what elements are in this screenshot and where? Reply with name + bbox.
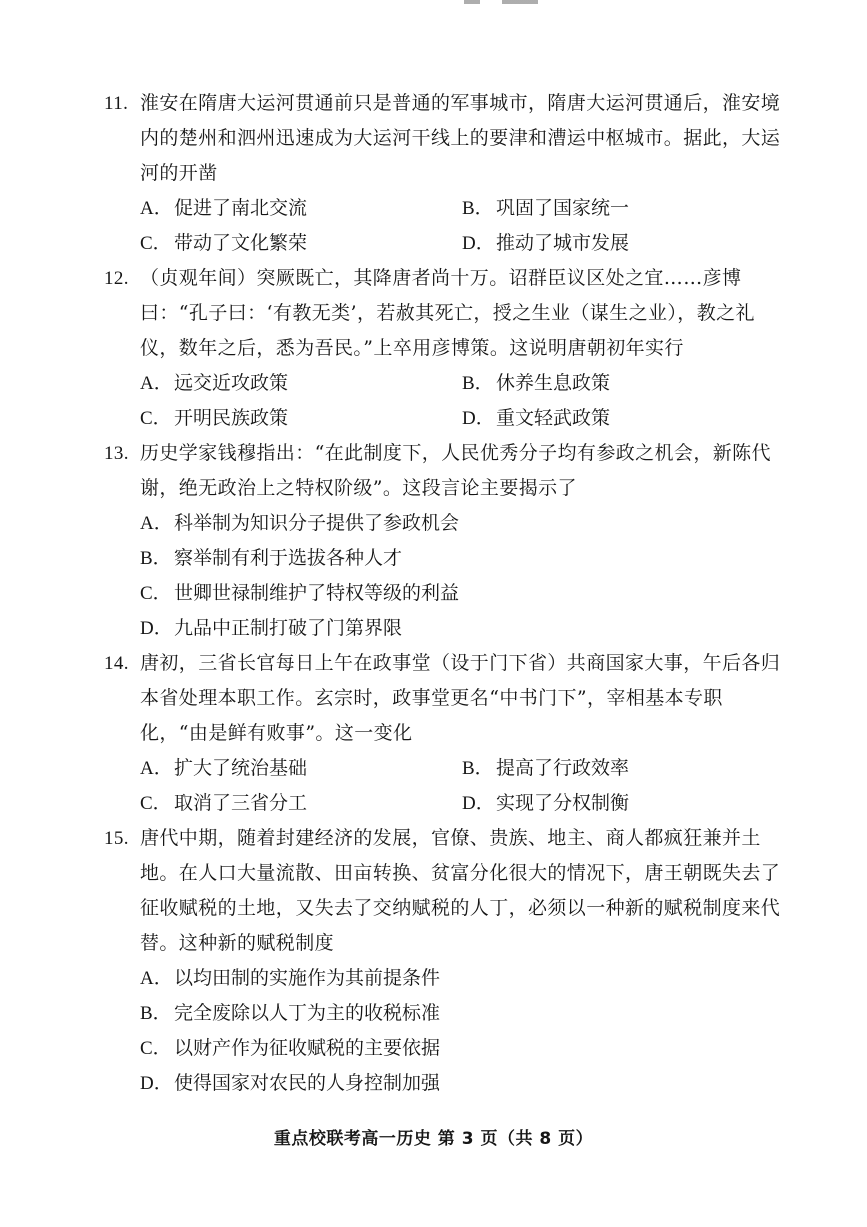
option-letter: A． [140,513,173,534]
stem-text: 唐代中期，随着封建经济的发展，官僚、贵族、地主、商人都疯狂兼并土地。在人口大量流散、田亩转换、贫富分化很大的情况下，唐王朝既失去了征收赋税的土地，又失去了交纳赋税的人丁，必须以一种新的赋税制度来代替。这种新的赋税制度 [140,827,781,954]
option-d [140,1066,780,1101]
option-text: 完全废除以人丁为主的收税标准 [174,1002,441,1024]
option-letter: D． [140,618,173,639]
options [104,366,784,436]
stem-text: 唐初，三省长官每日上午在政事堂（设于门下省）共商国家大事，午后各归本省处理本职工作。玄宗时，政事堂更名“中书门下”，宰相基本专职化，“由是鲜有败事”。这一变化 [140,652,781,744]
options [104,751,784,821]
options [104,191,784,261]
option-a [140,506,780,541]
option-b [462,751,784,786]
question-14 [104,646,784,821]
question-number: 11. [104,93,129,114]
question-stem [104,261,784,366]
option-a [140,191,462,226]
stem-text: （贞观年间）突厥既亡，其降唐者尚十万。诏群臣议区处之宜……彦博曰：“孔子曰：‘有教无类’，若赦其死亡，授之生业（谋生之业），教之礼仪，数年之后，悉为吾民。”上卒用彦博策。这说明唐朝初年实行 [140,267,755,359]
option-letter: B． [462,758,494,779]
question-stem [104,821,784,961]
option-d [462,226,784,261]
page-footer: 重点校联考高一历史 第 3 页（共 8 页） [273,1129,594,1149]
top-edge-scan-artifact [458,0,588,4]
option-letter: B． [140,548,172,569]
question-stem [104,436,784,506]
option-letter: C． [140,1038,172,1059]
question-15 [104,821,784,1101]
option-letter: D． [462,233,495,254]
option-letter: D． [462,408,495,429]
option-text: 推动了城市发展 [496,232,630,254]
option-text: 九品中正制打破了门第界限 [174,617,403,639]
option-text: 提高了行政效率 [496,757,630,779]
question-number: 14. [104,653,129,674]
option-b [140,541,780,576]
option-text: 科举制为知识分子提供了参政机会 [174,512,460,534]
option-a [140,366,462,401]
option-letter: B． [462,373,494,394]
option-text: 开明民族政策 [174,407,289,429]
option-letter: A． [140,968,173,989]
option-text: 带动了文化繁荣 [174,232,308,254]
option-letter: D． [462,793,495,814]
option-a [140,751,462,786]
question-number: 12. [104,268,129,289]
options [104,961,784,1101]
option-text: 重文轻武政策 [496,407,611,429]
option-letter: A． [140,758,173,779]
option-d [140,611,780,646]
option-text: 远交近攻政策 [174,372,289,394]
option-d [462,401,784,436]
option-letter: A． [140,198,173,219]
option-text: 休养生息政策 [496,372,611,394]
option-text: 扩大了统治基础 [174,757,308,779]
option-letter: C． [140,583,172,604]
option-a [140,961,780,996]
option-d [462,786,784,821]
option-c [140,401,462,436]
option-text: 以均田制的实施作为其前提条件 [174,967,441,989]
option-c [140,576,780,611]
option-text: 使得国家对农民的人身控制加强 [174,1072,441,1094]
option-b [462,366,784,401]
question-number: 13. [104,443,129,464]
options [104,506,784,646]
stem-text: 历史学家钱穆指出：“在此制度下，人民优秀分子均有参政之机会，新陈代谢，绝无政治上之特权阶级”。这段言论主要揭示了 [140,442,771,499]
question-13 [104,436,784,646]
question-12 [104,261,784,436]
question-stem [104,646,784,751]
question-number: 15. [104,828,129,849]
stem-text: 淮安在隋唐大运河贯通前只是普通的军事城市，隋唐大运河贯通后，淮安境内的楚州和泗州迅速成为大运河干线上的要津和漕运中枢城市。据此，大运河的开凿 [140,92,781,184]
option-text: 以财产作为征收赋税的主要依据 [174,1037,441,1059]
question-list [104,86,784,1101]
question-11 [104,86,784,261]
option-letter: B． [462,198,494,219]
question-stem [104,86,784,191]
option-text: 巩固了国家统一 [496,197,630,219]
option-letter: A． [140,373,173,394]
option-text: 世卿世禄制维护了特权等级的利益 [174,582,460,604]
option-text: 实现了分权制衡 [496,792,630,814]
option-letter: C． [140,408,172,429]
option-text: 取消了三省分工 [174,792,308,814]
option-letter: D． [140,1073,173,1094]
option-c [140,226,462,261]
option-text: 察举制有利于选拔各种人才 [174,547,403,569]
option-letter: B． [140,1003,172,1024]
option-b [140,996,780,1031]
option-text: 促进了南北交流 [174,197,308,219]
option-b [462,191,784,226]
option-letter: C． [140,793,172,814]
option-c [140,786,462,821]
option-letter: C． [140,233,172,254]
option-c [140,1031,780,1066]
